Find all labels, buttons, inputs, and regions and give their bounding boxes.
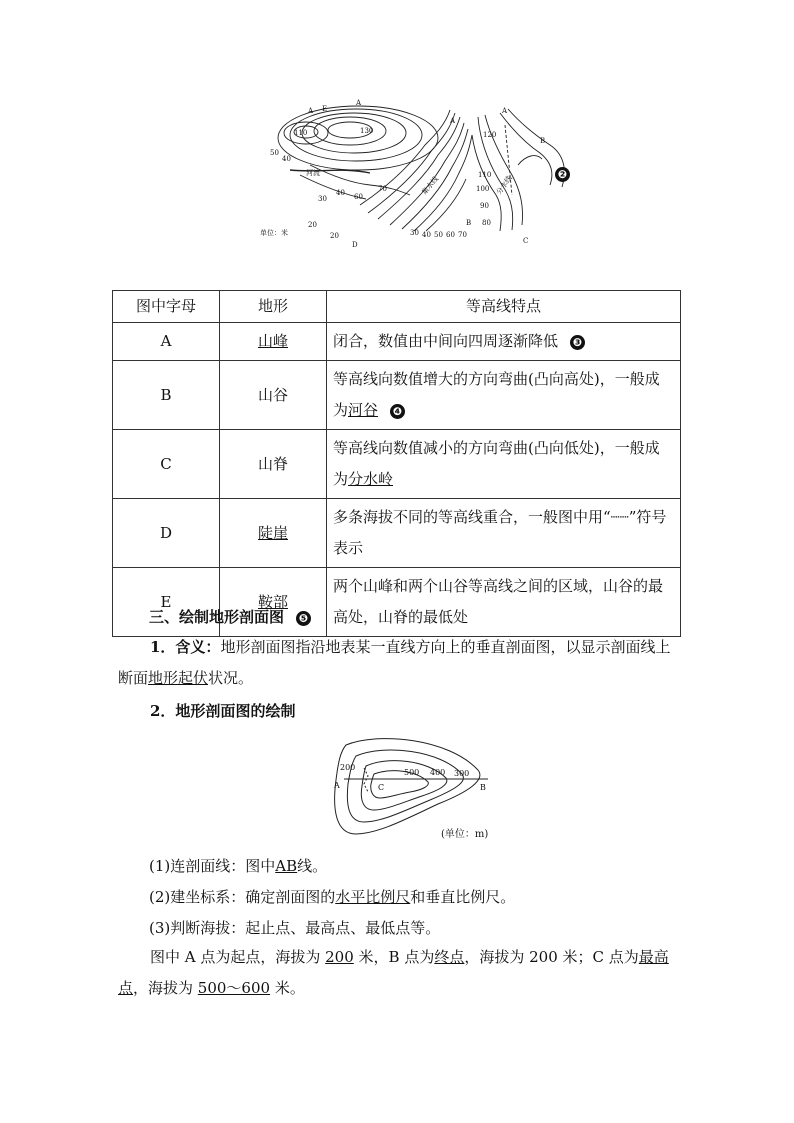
table-cell-landform: 山峰 bbox=[257, 332, 288, 350]
map-number: 60 bbox=[354, 193, 363, 201]
map-letter: D bbox=[352, 241, 358, 249]
profile-label: C bbox=[378, 783, 385, 792]
table-cell-feature-underline: 分水岭 bbox=[348, 470, 394, 488]
profile-unit: (单位：m) bbox=[441, 829, 489, 840]
step-1 bbox=[149, 855, 327, 876]
table-cell-feature: 闭合，数值由中间向四周逐渐降低 bbox=[333, 332, 559, 350]
map-letter: A bbox=[308, 107, 314, 115]
table-cell-landform: 陡崖 bbox=[257, 523, 288, 542]
para-tail: 状况。 bbox=[208, 669, 254, 687]
map-number: 30 bbox=[410, 229, 419, 237]
map-label-river: 河流 bbox=[306, 169, 320, 177]
table-header-row bbox=[113, 291, 681, 323]
map-number: 110 bbox=[294, 129, 308, 137]
final-text: ，海拔为 bbox=[133, 979, 198, 997]
map-number: 50 bbox=[434, 231, 443, 239]
table-cell-feature: 等高线向数值增大的方向弯曲(凸向高处)，一般成为 bbox=[333, 370, 660, 419]
final-underline: 终点 bbox=[434, 948, 465, 966]
map-unit: 单位：米 bbox=[260, 229, 288, 237]
contour-map-figure bbox=[250, 95, 580, 255]
map-letter: A bbox=[356, 99, 362, 107]
step-underline: AB bbox=[275, 857, 298, 875]
map-number: 20 bbox=[330, 232, 339, 240]
map-number: 80 bbox=[482, 219, 491, 227]
profile-label: A bbox=[334, 781, 340, 790]
map-number: 100 bbox=[476, 185, 490, 193]
table-header: 图中字母 bbox=[113, 291, 220, 323]
map-label-ridge: 分水线 bbox=[495, 174, 514, 197]
step-text: (1)连剖面线：图中 bbox=[149, 857, 276, 875]
map-letter: B bbox=[466, 219, 472, 227]
para-head: 1．含义： bbox=[150, 638, 221, 656]
final-text: 图中 A 点为起点，海拔为 bbox=[150, 948, 326, 966]
paragraph-definition bbox=[118, 632, 678, 694]
map-number: 120 bbox=[483, 131, 497, 139]
step-text: 和垂直比例尺。 bbox=[410, 888, 516, 906]
table-cell-letter: E bbox=[113, 568, 220, 637]
table-header: 地形 bbox=[220, 291, 327, 323]
section-title: 三、绘制地形剖面图 bbox=[149, 608, 285, 626]
marker-5-icon: ❺ bbox=[296, 611, 311, 626]
para-underline: 地形起伏 bbox=[148, 669, 209, 687]
map-label-valley: 集水线 bbox=[420, 175, 441, 197]
table-row bbox=[113, 499, 681, 568]
map-letter: A bbox=[502, 107, 508, 115]
step-text: 线。 bbox=[297, 857, 328, 875]
profile-contour-figure bbox=[318, 730, 498, 840]
map-number: 70 bbox=[458, 231, 467, 239]
table-cell-feature-underline: 河谷 bbox=[348, 401, 379, 419]
profile-label: 200 bbox=[340, 763, 356, 772]
final-underline: 200 bbox=[325, 948, 354, 966]
map-number: 40 bbox=[282, 155, 291, 163]
marker-4-icon: ❹ bbox=[390, 404, 405, 419]
map-number: 60 bbox=[446, 231, 455, 239]
profile-label: 300 bbox=[454, 769, 470, 778]
step-2 bbox=[149, 886, 515, 907]
paragraph-drawing-heading: 2．地形剖面图的绘制 bbox=[150, 702, 296, 720]
map-letter: E bbox=[322, 105, 328, 113]
table-cell-letter: B bbox=[113, 361, 220, 430]
final-underline: 最高点 bbox=[118, 948, 669, 997]
final-text: ，海拔为 200 米；C 点为 bbox=[464, 948, 639, 966]
landform-table bbox=[112, 290, 681, 637]
table-row bbox=[113, 361, 681, 430]
table-cell-letter: D bbox=[113, 499, 220, 568]
section-heading bbox=[149, 606, 311, 627]
map-number: 40 bbox=[336, 189, 345, 197]
final-underline: 500～600 bbox=[197, 979, 271, 997]
map-number: 20 bbox=[308, 221, 317, 229]
map-number: 70 bbox=[378, 185, 387, 193]
final-text: 米，B 点为 bbox=[353, 948, 435, 966]
profile-label: 400 bbox=[430, 768, 446, 777]
map-letter: A bbox=[450, 117, 456, 125]
table-row bbox=[113, 430, 681, 499]
map-number: 130 bbox=[360, 127, 374, 135]
table-cell-landform: 鞍部 bbox=[257, 592, 288, 611]
final-text: 米。 bbox=[270, 979, 305, 997]
table-row bbox=[113, 323, 681, 361]
table-cell-letter: C bbox=[113, 430, 220, 499]
map-number: 90 bbox=[480, 202, 489, 210]
map-number: 40 bbox=[422, 231, 431, 239]
map-letter: C bbox=[523, 237, 529, 245]
table-cell-landform: 山谷 bbox=[220, 361, 327, 430]
marker-3-icon: ❸ bbox=[570, 335, 585, 350]
map-number: 110 bbox=[478, 171, 492, 179]
marker-2-icon: ❷ bbox=[555, 167, 570, 182]
profile-label: B bbox=[480, 783, 486, 792]
paragraph-conclusion bbox=[118, 942, 678, 1004]
step-3: (3)判断海拔：起止点、最高点、最低点等。 bbox=[149, 919, 441, 937]
profile-label: 500 bbox=[404, 768, 420, 777]
map-letter: B bbox=[540, 137, 546, 145]
table-cell-feature: 多条海拔不同的等高线重合，一般图中用“┈┈”符号表示 bbox=[327, 499, 681, 568]
table-cell-feature: 两个山峰和两个山谷等高线之间的区域，山谷的最高处，山脊的最低处 bbox=[327, 568, 681, 637]
para-text: 地形剖面图指沿地表某一直线方向上的垂直剖面图，以显示剖面线上断面 bbox=[118, 638, 671, 687]
step-underline: 水平比例尺 bbox=[335, 888, 411, 906]
table-header: 等高线特点 bbox=[327, 291, 681, 323]
step-text: (2)建坐标系：确定剖面图的 bbox=[149, 888, 336, 906]
table-cell-letter: A bbox=[113, 323, 220, 361]
table-cell-landform: 山脊 bbox=[220, 430, 327, 499]
table-cell-feature: 等高线向数值减小的方向弯曲(凸向低处)，一般成为 bbox=[333, 439, 660, 488]
map-number: 30 bbox=[318, 195, 327, 203]
map-number: 50 bbox=[270, 149, 279, 157]
